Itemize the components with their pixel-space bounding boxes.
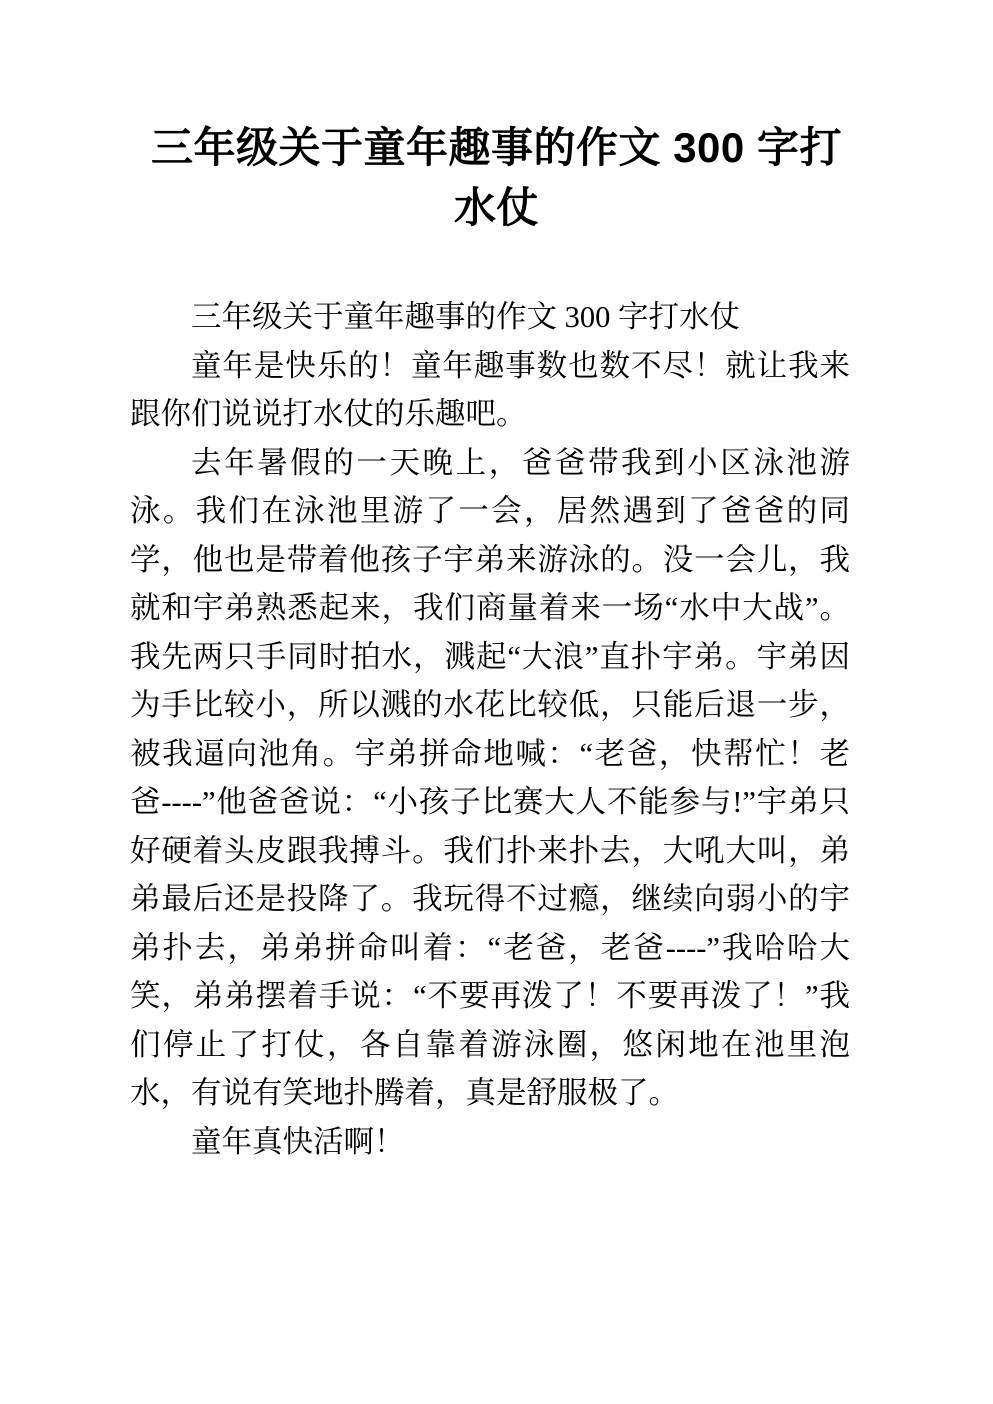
paragraph: 童年真快活啊！ [191, 1124, 405, 1159]
paragraph: 去年暑假的一天晚上，爸爸带我到小区泳池游泳。我们在泳池里游了一会，居然遇到了爸爸的同学，他也是带着他孩子宇弟来游泳的。没一会儿，我就和宇弟熟悉起来，我们商量着来一场“水中大战”。我先两只手同时拍水，溅起“大浪”直扑宇弟。宇弟因为手比较小，所以溅的水花比较低，只能后退一步，被我逼向池角。宇弟拼命地喊：“老爸，快帮忙！老爸----”他爸爸说：“小孩子比赛大人不能参与!”宇弟只好硬着头皮跟我搏斗。我们扑来扑去，大吼大叫，弟弟最后还是投降了。我玩得不过瘾，继续向弱小的宇弟扑去，弟弟拼命叫着：“老爸，老爸----”我哈哈大笑，弟弟摆着手说：“不要再泼了！不要再泼了！”我们停止了打仗，各自靠着游泳圈，悠闲地在池里泡水，有说有笑地扑腾着，真是舒服极了。 [130, 445, 850, 1111]
document-body [0, 293, 993, 1166]
paragraph: 童年是快乐的！童年趣事数也数不尽！就让我来跟你们说说打水仗的乐趣吧。 [130, 348, 850, 432]
paragraph: 三年级关于童年趣事的作文 300 字打水仗 [191, 300, 740, 335]
page-title: 三年级关于童年趣事的作文 300 字打水仗 [151, 124, 842, 231]
